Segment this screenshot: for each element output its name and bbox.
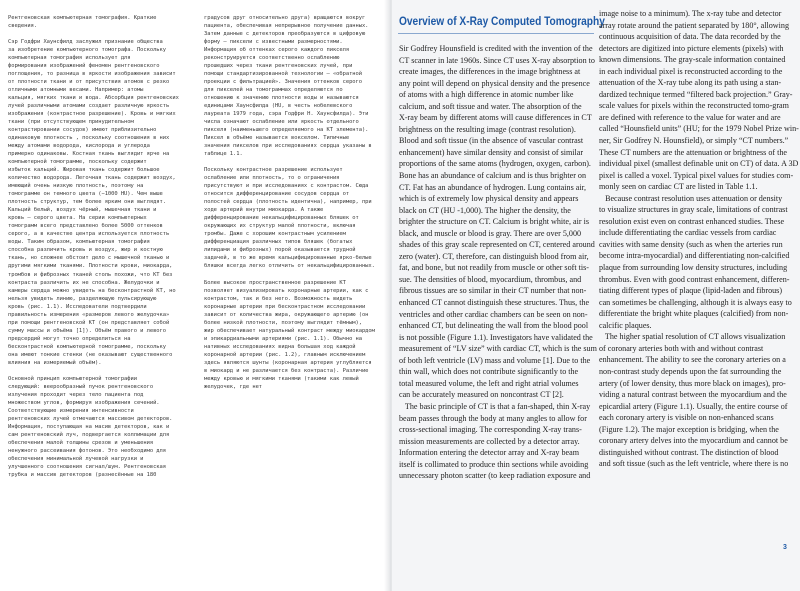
text-line: Кальций белый, воздух чёрный, мышечная ткани и [8, 207, 157, 214]
text-line: бляшки всегда легко отличить от некальцифицированных. [204, 263, 375, 270]
text-line: и эпикардиальными артериями (рис. 1.1). Обычно на [204, 335, 362, 342]
text-line: mission measurements are collected by a detector array. [399, 436, 580, 446]
text-line: от плотности ткани и от присутствия атомов с резко [8, 79, 170, 86]
english-text-column-1 [399, 43, 595, 482]
text-line: Пиксел в объёме называется вокселом. Типичные [204, 135, 350, 142]
text-line: задачей, в то же время кальцифицированные ярко-белые [204, 255, 372, 262]
text-line: тромбы. Даже с хорошим контрастным усилением [204, 231, 346, 238]
text-line: полостей сердца (плотность идентична), например, при [204, 199, 372, 206]
text-line: улучшенного соотношения сигнал/шум. Рентгеновская [8, 463, 166, 470]
text-line: Соответствующие измерения интенсивности [8, 407, 134, 414]
text-line: кровь (рис. 1.1). Исследователи подтвердили [8, 303, 147, 310]
text-line: enhancement) have similar density and consist of similar [399, 147, 584, 157]
text-line: обеспечения малой толщины срезов и уменьшения [8, 439, 154, 446]
text-line: ходе артерий внутри миокарда. А также [204, 207, 324, 214]
text-line: of coronary arteries both with and without contrast [599, 343, 764, 353]
text-line: each coronary artery is visible on non-enhanced scans [599, 413, 774, 423]
text-line: epicardial artery (Figure 1.1). Usually, the entire course of [599, 401, 788, 411]
text-line: пациента, обеспечивая непрерывное получение данных. [204, 23, 369, 30]
text-line: тромбов и фиброзных тканей столь похожи, что КТ без [8, 271, 173, 278]
text-line: коронарные артерии при бесконтрастном исследовании [204, 303, 366, 310]
text-line: Более высокое пространственное разрешение КТ [204, 279, 346, 286]
text-line: fat, and bone, but not readily from muscle or other soft tis- [399, 263, 589, 273]
text-line: Sir Godfrey Hounsfield is credited with the invention of the [399, 44, 593, 53]
text-line: scale values for pixels within the reconstructed tomo-gram [599, 101, 789, 111]
text-line: рентгеновских лучей отмечаются массивом детекторов. [8, 415, 173, 422]
text-line: следующий: веерообразный пучок рентгеновского [8, 383, 154, 390]
text-line: реконструируется соответственно ослаблению [204, 55, 340, 62]
text-line: total measured volume, the left and right atrial volumes [399, 378, 579, 388]
text-line [8, 367, 194, 375]
text-line: дифференциация различных типов бляшек (богатых [204, 239, 353, 246]
text-line: числа означают ослабление или яркость отдельного [204, 119, 359, 126]
text-line: and soft tissue (such as the left ventricle, where there is no [599, 459, 789, 469]
text-line: calcific plaques. [599, 320, 652, 330]
text-line: resolution exist even on contrast enhanced studies. These [599, 216, 785, 226]
text-line: enhanced CT, but delineating the wall from the blood pool [399, 321, 589, 331]
text-line: другими мягкими тканями. Плотности крови, миокарда, [8, 263, 173, 270]
text-line: одинаковую плотность , поскольку соотношения в них [8, 135, 170, 142]
text-line: (Figure 1.2). The major exception is bridging, when the [599, 424, 779, 434]
text-line: known dimensions. The gray-scale information contained [599, 55, 786, 65]
text-line: бесконтрастной компьютерной томограмме, поскольку [8, 343, 166, 350]
text-line: компьютерной томограмме, поскольку содержит [8, 159, 147, 166]
text-line: компьютерная томография использует для [8, 55, 131, 62]
text-line: thin wall, which does not contribute significantly to the [399, 367, 579, 377]
text-line: способна различить кровь и воздух, жир и костную [8, 247, 163, 254]
text-line: формирования изображений феномен рентгеновского [8, 63, 160, 70]
text-line: значения пикселов при исследованиях сердца указаны в [204, 143, 372, 150]
text-line: коронарной артерии (рис. 1.2), главным исключением [204, 351, 366, 358]
text-line: кальция, мягких ткани и вода. Абсорбция рентгеновских [8, 95, 179, 102]
text-line: beam passes through the body at many angles to allow for [399, 413, 587, 423]
text-line: pixel is called a voxel. Typical pixel values for studies com- [599, 170, 794, 180]
text-line: кровь – серого цвета. На серии компьютерных [8, 215, 147, 222]
text-line: контраста различить их не способна. Желудочки и [8, 279, 160, 286]
text-line: контрастом, так и без него. Возможность видеть [204, 295, 353, 302]
text-line: cavities with same density (such as when the arteries run [599, 239, 783, 249]
text-line: присутствуют и при исследованиях с контрастом. Сюда [204, 183, 369, 190]
text-line: в миокард и не различается без контраста). Различие [204, 367, 369, 374]
text-line: include differentiating the cardiac vessels from cardiac [599, 228, 777, 238]
text-line: сумму массы и объёма [1]). Объём правого и левого [8, 327, 166, 334]
text-line: избыток кальций. Жировая ткань содержит большое [8, 167, 160, 174]
text-line: помощи стандартизированной технологии – «обратной [204, 71, 362, 78]
text-line: градусов друг относительно друга) вращаются вокруг [204, 15, 366, 21]
text-line: continuous acquisition of data. The data recorded by the [599, 32, 781, 42]
text-line: серого, а в качестве центра используется плотность [8, 231, 170, 238]
text-line: are defined with reference to the value for water and are [599, 112, 781, 122]
text-line: Because contrast resolution uses attenuation or density [599, 193, 783, 203]
russian-text-column-2 [204, 14, 386, 391]
text-line: ner, Sir Godfrey N. Hounsfield), or simply “CT numbers.” [599, 136, 789, 146]
text-line: coronary artery delves into the myocardium and cannot be [599, 436, 788, 446]
text-line: to visualize structures in gray scale, limitations of contrast [599, 205, 788, 215]
text-line: лауреата 1979 года, сэра Годфри Н. Хаунсфилда). Эти [204, 111, 369, 118]
text-line: правильность измерения «размеров левого желудочка» [8, 311, 170, 318]
text-line: array rotate around the patient separated by 180°, allowing [599, 20, 789, 30]
text-line: ослабление или плотность, то о ограничения [204, 175, 340, 182]
text-line: enhanced CT cannot distinguish these structures. Thus, the [399, 298, 590, 308]
text-line: желудочек, где нет [204, 383, 263, 390]
text-line: контрастировании сосудов) имеют приблизительно [8, 127, 157, 134]
text-line: Рентгеновская компьютерная томография. Краткие [8, 15, 157, 21]
text-line: measurement of “LV size” with cardiac CT, which is the sum [399, 344, 597, 354]
text-line: при помощи рентгеновской КТ (он представляет собой [8, 319, 170, 326]
text-line: множеством углов, формируя изображения сечений. [8, 399, 160, 406]
text-line: здесь являются шунты (коронарная артерия углубляется [204, 359, 372, 366]
text-line: The higher spatial resolution of CT allows visualization [599, 332, 786, 342]
text-line: позволяет визуализировать коронарные артерии, как с [204, 287, 369, 294]
text-line: единицами Хаунсфилда (HU, в честь нобелевского [204, 103, 353, 110]
text-line [204, 271, 386, 279]
text-line: отношению к значению плотности воды и называются [204, 95, 359, 102]
text-line: ненужного рассеивания фотонов. Это необходимо для [8, 447, 166, 454]
text-line: can sometimes be challenging, although it is always easy to [599, 297, 792, 307]
text-line: количество водорода. Легочная ткань содержит воздух, [8, 175, 176, 182]
page-number: 3 [783, 544, 787, 551]
text-line: plaque from surrounding low density structures, including [599, 263, 788, 273]
text-line: дифференцирование некальцифицированных бляшек от [204, 215, 359, 222]
text-line: cross-sectional imaging. The corresponding X-ray trans- [399, 425, 582, 435]
text-line: Сэр Годфри Хаунсфилд заслужил признание общества [8, 39, 163, 46]
text-line: individual pixel (smallest definable unit on CT) of data. A 3D [599, 159, 799, 169]
text-line: за изобретение компьютерного томографа. Поскольку [8, 47, 166, 54]
text-line: black, and muscle or blood is gray. There are over 5,000 [399, 228, 582, 238]
text-line: called “Hounsfield units” (HU; for the 1979 Nobel Prize win- [599, 124, 799, 134]
text-line: форму – пиксели с известными размерностями. [204, 39, 343, 46]
russian-text-column-1 [8, 14, 194, 479]
text-line: жир обеспечивает натуральный контраст между миокардом [204, 327, 375, 334]
text-line: distinguished without contrast. The distinction of blood [599, 447, 779, 457]
text-line: Информация об оттенках серого каждого пикселя [204, 47, 350, 54]
text-line: таблице 1.1. [204, 151, 243, 158]
section-heading: Overview of X-Ray Computed Tomography [399, 14, 605, 28]
text-line: томограмм всего представлено более 5000 оттенков [8, 223, 163, 230]
text-line: излучения проходит через тело пациента под [8, 391, 144, 398]
text-line: она имеют тонкие стенки (не оказывают существенного [8, 351, 173, 358]
text-line: Information entering the detector array and X-ray beam [399, 448, 580, 458]
text-line: Информация, поступающая на масив детекторов, как и [8, 423, 170, 430]
text-line: itself is collimated to produce thin sections while avoiding [399, 459, 589, 469]
text-line: Затем данные с детекторов преобразуются в цифровую [204, 31, 366, 38]
text-line: These CT numbers are the attenuation or brightness of the [599, 147, 787, 157]
text-line: трубка и массив детекторов (разнесённые на 180 [8, 471, 157, 478]
text-line: ventricles and other cardiac chambers can be seen on non- [399, 309, 588, 319]
text-line: zero (water). CT, therefore, can distinguish blood from air, [399, 251, 589, 261]
text-line: между атомами водорода, кислорода и углерода [8, 143, 150, 150]
text-line: пикселя (наименьшего определяемого на КТ элемента). [204, 127, 369, 134]
text-line: томограмме он темного цвета (−1000 HU). Чем выше [8, 191, 163, 198]
text-line: of atoms with a high difference in atomic number like [399, 90, 574, 100]
text-line: calcium, and soft tissue and water. The absorption of the [399, 101, 582, 111]
text-line: нативных исследованиях видна большая ход каждой [204, 343, 356, 350]
heading-underline [398, 33, 594, 34]
text-line: плотность структур, тем более ярким они выглядят. [8, 199, 166, 206]
text-line: прошедших через ткани рентгеновских лучей, при [204, 63, 353, 70]
text-line: имеющий очень низкую плотность, поэтому на [8, 183, 144, 190]
text-line: brighter the structure on CT. Calcium is bright white, air is [399, 217, 590, 227]
text-line: detectors are digitized into picture elements (pixels) with [599, 43, 784, 53]
english-text-column-2 [599, 8, 799, 470]
text-line: artery (of lower density, thus more black on images), pro- [599, 378, 786, 388]
text-line: отличными атомными весами. Например: атомы [8, 87, 144, 94]
text-line: tiating different types of plaque (lipid-laden and fibrous) [599, 286, 783, 296]
text-line: any point will depend on physical density and the presence [399, 78, 590, 88]
text-line: dardized technique termed “filtered back projection.” Gray- [599, 89, 793, 99]
text-line: of both left ventricle (LV) mass and volume [1]. Due to the [399, 355, 591, 365]
text-line: CT scanner in late 1960s. Since CT uses X-ray absorption to [399, 55, 595, 65]
text-line: сведения. [8, 23, 38, 30]
text-line: which is of extremely low physical density and appears [399, 194, 579, 204]
text-line: поглощения, то разница в яркости изображения зависит [8, 71, 176, 78]
text-line: ткань, но сложнее обстоит дело с мышечной тканью и [8, 255, 170, 262]
text-line: обеспечения минимальной лучевой нагрузки и [8, 455, 144, 462]
text-line: для пикселей на томограммах определяются по [204, 87, 343, 94]
text-line: enhancement. The ability to see the coronary arteries on a [599, 355, 786, 365]
text-line: относится дифференцирование сосудов сердца от [204, 191, 350, 198]
text-line: нельзя увидеть линию, разделяющую пульсирующую [8, 295, 157, 302]
text-line: in each individual pixel is reconstructed according to the [599, 66, 783, 76]
text-line: non-contrast study depends upon the fat surrounding the [599, 366, 782, 376]
text-line: image noise to a minimum). The x-ray tube and detector [599, 9, 782, 18]
text-line: brightness on the resulting image (contrast resolution). [399, 124, 576, 134]
text-line: липидами и фиброзных) порой оказывается трудной [204, 247, 356, 254]
text-line: CT. Fat has an abundance of hydrogen. Lung contains air, [399, 182, 586, 192]
text-line [8, 30, 194, 38]
text-line: проекции с фильтрацией». Значения оттенков серого [204, 79, 362, 86]
text-line: более низкой плотности, поэтому выглядит тёмным), [204, 319, 362, 326]
text-line: X-ray beam by different atoms will cause differences in CT [399, 113, 592, 123]
text-line: между кровью и мягкими тканями (такими как левый [204, 375, 359, 382]
text-line: thrombus. Even with good contrast enhancement, differen- [599, 274, 790, 284]
text-line [204, 158, 386, 166]
text-line: unnecessary photon scatter (to keep radiation exposure and [399, 471, 591, 481]
text-line: create images, the differences in the image brightness at [399, 67, 581, 77]
text-line: сам рентгеновский луч, подвергается коллимации для [8, 431, 170, 438]
text-line: зависит от количества жира, окружающего артерию (он [204, 311, 369, 318]
text-line: fibrous tissues are so similar in their CT number that non- [399, 286, 587, 296]
text-line: окружающих их структур малой плотности, включая [204, 223, 356, 230]
text-line: proportions of the same atoms (hydrogen, oxygen, carbon). [399, 159, 591, 169]
text-line: лучей различными атомами создает различную яркость [8, 103, 170, 110]
text-line: differentiate the bright white plaques (calcified) from non- [599, 309, 789, 319]
text-line: Bone has an abundance of calcium and is thus brighter on [399, 171, 587, 181]
text-line: примерно одинаковы. Костная ткань выглядит ярче на [8, 151, 170, 158]
text-line: black on CT (HU -1,000). The higher the density, the [399, 205, 571, 215]
text-line: monly seen on cardiac CT are listed in Table 1.1. [599, 182, 758, 192]
text-line: предсердий могут точно определиться на [8, 335, 131, 342]
text-line: изображения (контрастное разрешение). Кровь и мягких [8, 111, 176, 118]
text-line: воды. Таким образом, компьютерная томография [8, 239, 150, 246]
text-line: влияния на измеряемый объём). [8, 359, 102, 366]
text-line: can be accurately measured on noncontrast CT [2]. [399, 390, 564, 400]
text-line: Основной принцип компьютерной томографии [8, 375, 137, 382]
text-line: The basic principle of CT is that a fan-shaped, thin X-ray [399, 401, 591, 411]
text-line: Blood and soft tissue (in the absence of vascular contrast [399, 136, 584, 146]
text-line: ткани (при отсутствующем принудительном [8, 119, 134, 126]
text-line: sue. The densities of blood, myocardium, thrombus, and [399, 274, 582, 284]
text-line: Поскольку контрастное разрешение использует [204, 167, 343, 174]
text-line: камеры сердца можно увидеть на бесконтрастной КТ, но [8, 287, 176, 294]
text-line: become intra-myocardial) and differentiating non-calcified [599, 251, 790, 261]
text-line: viding a natural contrast between the myocardium and the [599, 390, 787, 400]
text-line: attenuation of the X-ray tube along its path using a stan- [599, 78, 782, 88]
text-line: is not possible (Figure 1.1). Investigators have validated the [399, 332, 593, 342]
text-line: shades of this gray scale represented on CT, centered around [399, 240, 595, 250]
